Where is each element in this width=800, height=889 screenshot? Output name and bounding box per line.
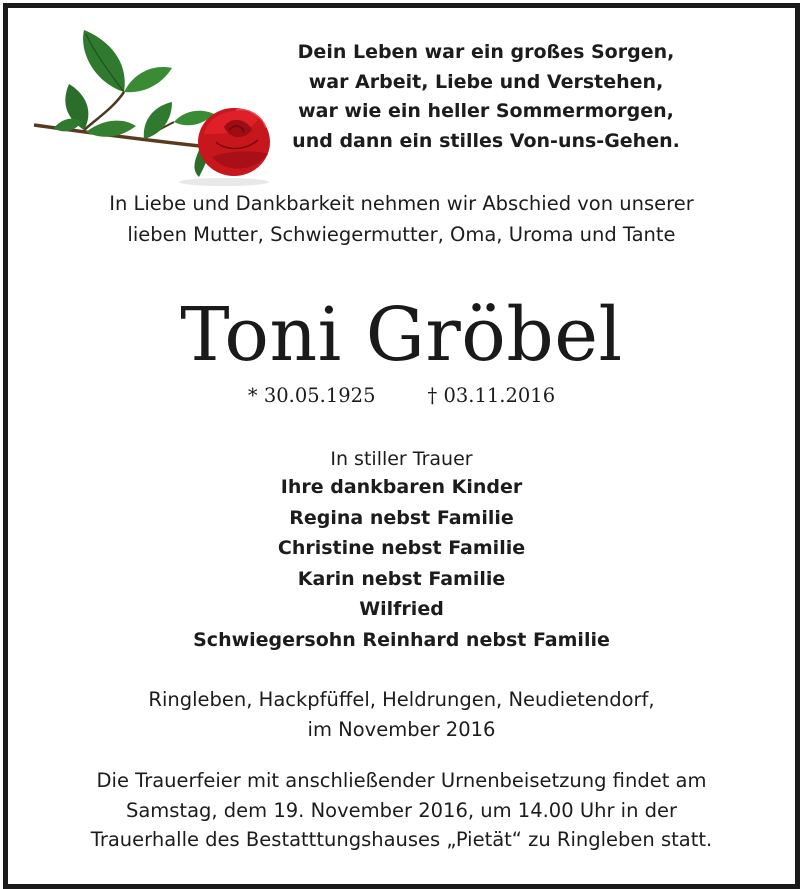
- place-and-date: [8, 685, 795, 745]
- life-dates: [8, 381, 795, 411]
- intro-line: lieben Mutter, Schwiegermutter, Oma, Uroma und Tante: [127, 223, 676, 246]
- mourner-item: Karin nebst Familie: [297, 567, 506, 590]
- death-date: † 03.11.2016: [427, 384, 556, 407]
- poem-line: war Arbeit, Liebe und Verstehen,: [308, 70, 664, 93]
- mourner-item: Schwiegersohn Reinhard nebst Familie: [193, 628, 610, 651]
- poem-line: war wie ein heller Sommermorgen,: [298, 100, 674, 122]
- poem: [276, 38, 696, 156]
- mourner-item: Wilfried: [359, 598, 444, 620]
- mourners-list: [8, 472, 795, 655]
- ceremony-line: Trauerhalle des Bestatttungshauses „Pietät“ zu Ringleben statt.: [90, 828, 713, 851]
- deceased-name: Toni Gröbel: [180, 292, 623, 378]
- mourner-item: Regina nebst Familie: [289, 506, 514, 529]
- poem-line: Dein Leben war ein großes Sorgen,: [297, 41, 675, 63]
- mourner-item: Ihre dankbaren Kinder: [280, 476, 523, 498]
- poem-line: und dann ein stilles Von-uns-Gehen.: [292, 129, 680, 152]
- mourner-item: Christine nebst Familie: [277, 537, 526, 559]
- ceremony-info: [8, 766, 795, 855]
- intro-line: In Liebe und Dankbarkeit nehmen wir Abschied von unserer: [109, 192, 694, 215]
- ceremony-line: Die Trauerfeier mit anschließender Urnenbeisetzung findet am: [96, 769, 707, 792]
- place-line: im November 2016: [307, 718, 496, 741]
- ceremony-line: Samstag, dem 19. November 2016, um 14.00 Uhr in der: [125, 798, 678, 822]
- birth-date: * 30.05.1925: [247, 384, 376, 407]
- mourning-intro: In stiller Trauer: [330, 448, 473, 470]
- intro-text: [8, 188, 795, 250]
- red-rose-icon: [24, 22, 279, 187]
- obituary-notice: [3, 3, 800, 889]
- place-line: Ringleben, Hackpfüffel, Heldrungen, Neudietendorf,: [148, 688, 655, 711]
